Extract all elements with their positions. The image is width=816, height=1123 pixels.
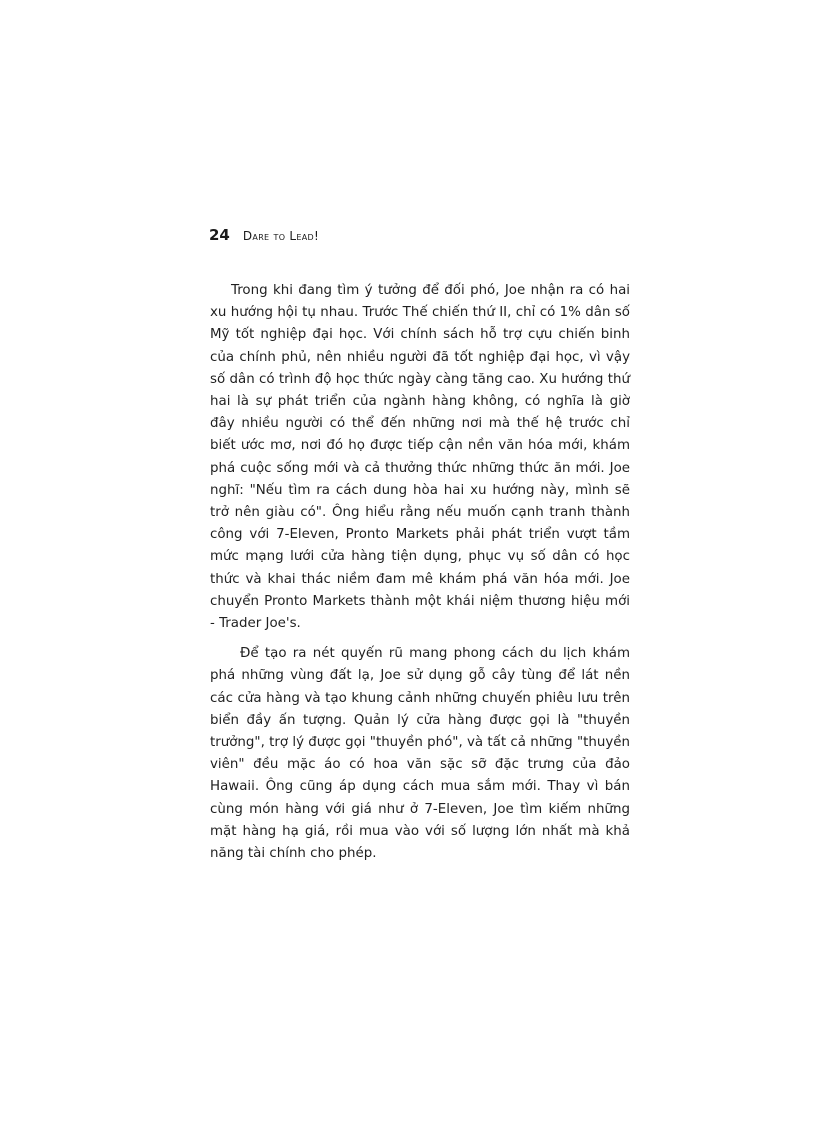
paragraph: Để tạo ra nét quyến rũ mang phong cách du lịch khám phá những vùng đất lạ, Joe sử dụng gỗ cây tùng để lát nền các cửa hàng và tạo khung cảnh những chuyến phiêu lưu trên biển đầy ấn tượng. Quản lý cửa hàng được gọi là "thuyền trưởng", trợ lý được gọi "thuyền phó", và tất cả những "thuyền viên" đều mặc áo có hoa văn sặc sỡ đặc trưng của đảo Hawaii. Ông cũng áp dụng cách mua sắm mới. Thay vì bán cùng món hàng với giá như ở 7-Eleven, Joe tìm kiếm những mặt hàng hạ giá, rồi mua vào với số lượng lớn nhất mà khả năng tài chính cho phép. [210, 646, 630, 862]
body-text [210, 280, 630, 865]
paragraph: Trong khi đang tìm ý tưởng để đối phó, Joe nhận ra có hai xu hướng hội tụ nhau. Trước Thế chiến thứ II, chỉ có 1% dân số Mỹ tốt nghiệp đại học. Với chính sách hỗ trợ cựu chiến binh của chính phủ, nên nhiều người đã tốt nghiệp đại học, vì vậy số dân có trình độ học thức ngày càng tăng cao. Xu hướng thứ hai là sự phát triển của ngành hàng không, có nghĩa là giờ đây nhiều người có thể đến những nơi mà thế hệ trước chỉ biết ước mơ, nơi đó họ được tiếp cận nền văn hóa mới, khám phá cuộc sống mới và cả thưởng thức những thức ăn mới. Joe nghĩ: "Nếu tìm ra cách dung hòa hai xu hướng này, mình sẽ trở nên giàu có". Ông hiểu rằng nếu muốn cạnh tranh thành công với 7-Eleven, Pronto Markets phải phát triển vượt tầm mức mạng lưới cửa hàng tiện dụng, phục vụ số dân có học thức và khai thác niềm đam mê khám phá văn hóa mới. Joe chuyển Pronto Markets thành một khái niệm thương hiệu mới - Trader Joe's. [210, 283, 630, 632]
page-header [209, 226, 319, 244]
running-title: Dare to Lead! [242, 229, 320, 243]
page-number: 24 [209, 226, 230, 244]
